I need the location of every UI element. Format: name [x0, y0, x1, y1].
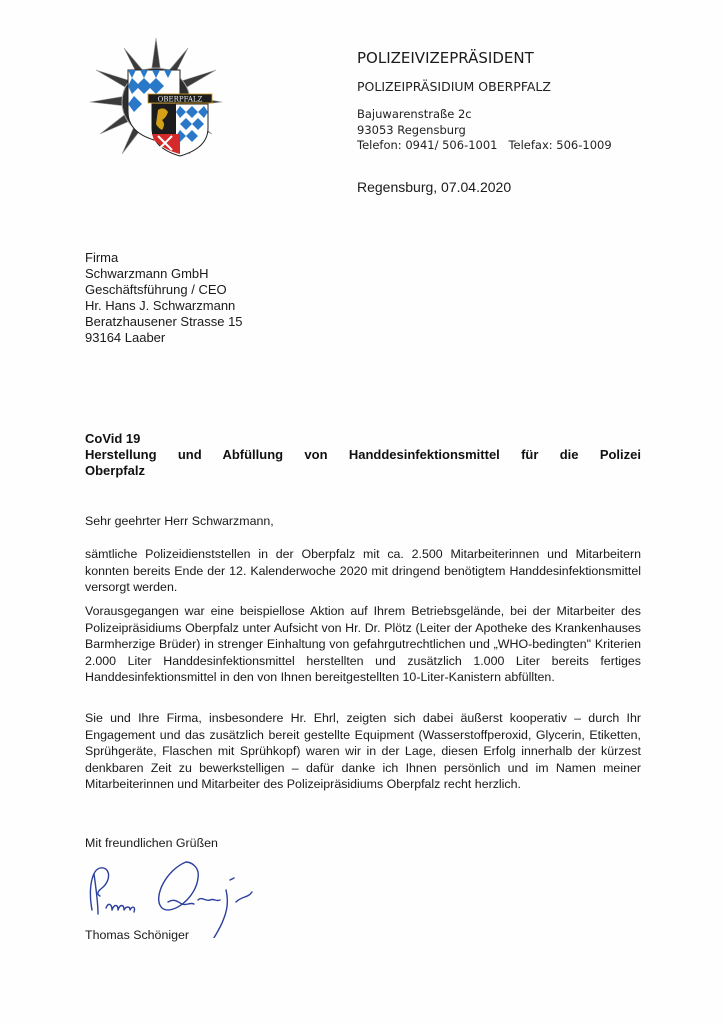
sender-street: Bajuwarenstraße 2c — [357, 107, 472, 121]
sender-city: 93053 Regensburg — [357, 122, 466, 137]
letter-date: Regensburg, 07.04.2020 — [357, 178, 512, 195]
recipient-line: Geschäftsführung / CEO — [85, 282, 227, 297]
salutation: Sehr geehrter Herr Schwarzmann, — [85, 514, 274, 528]
closing-greeting: Mit freundlichen Grüßen — [85, 836, 218, 850]
sender-phone: Telefon: 0941/ 506-1001 Telefax: 506-1009 — [357, 138, 612, 152]
recipient-line: Hr. Hans J. Schwarzmann — [85, 298, 236, 313]
recipient-line: Schwarzmann GmbH — [85, 266, 209, 281]
subject-line-3: Oberpfalz — [85, 463, 145, 478]
subject-line-1: CoVid 19 — [85, 431, 141, 446]
recipient-line: Beratzhausener Strasse 15 — [85, 314, 243, 329]
sender-address — [357, 107, 612, 154]
sender-organization: POLIZEIPRÄSIDIUM OBERPFALZ — [357, 79, 551, 94]
svg-text:OBERPFALZ: OBERPFALZ — [157, 95, 203, 104]
letterhead — [357, 48, 612, 195]
recipient-address — [85, 250, 243, 346]
body-paragraph-3: Sie und Ihre Firma, insbesondere Hr. Ehrl, zeigten sich dabei äußerst kooperativ – durch Ihr Engagement und das zusätzlich bereit gestellte Equipment (Wasserstoffperoxid, Glycerin, Etiketten, Sprühgeräte, Flaschen mit Sprühkopf) waren wir in der Lage, diesen Erfolg innerhalb der kürzest denkbaren Zeit zu bewerkstelligen – dafür danke ich Ihnen persönlich und im Namen meiner Mitarbeiterinnen und Mitarbeiter des Polizeipräsidiums Oberpfalz recht herzlich. — [85, 711, 641, 791]
recipient-line: 93164 Laaber — [85, 330, 166, 345]
handwritten-signature-icon — [86, 858, 286, 938]
body-paragraph-1: sämtliche Polizeidienststellen in der Oberpfalz mit ca. 2.500 Mitarbeiterinnen und Mitarbeitern konnten bereits Ende der 12. Kalenderwoche 2020 mit dringend benötigtem Handdesinfektionsmittel versorgt werden. — [85, 547, 641, 594]
body-paragraph-2: Vorausgegangen war eine beispiellose Aktion auf Ihrem Betriebsgelände, bei der Mitarbeiter des Polizeipräsidiums Oberpfalz unter Aufsicht von Hr. Dr. Plötz (Leiter der Apotheke des Krankenhauses Barmherzige Brüder) in strenger Einhaltung von gefahrgutrechtlichen und „WHO-bedingten" Kriterien 2.000 Liter Handdesinfektionsmittel herstellten und zusätzlich 1.000 Liter bereits fertiges Handdesinfektionsmittel in den von Ihnen bereitgestellten 10-Liter-Kanistern abfüllten. — [85, 604, 641, 684]
sender-title: POLIZEIVIZEPRÄSIDENT — [357, 49, 534, 67]
recipient-line: Firma — [85, 250, 119, 265]
signer-name: Thomas Schöniger — [85, 928, 189, 942]
subject-line-2: Herstellung und Abfüllung von Handdesinfektionsmittel für die Polizei — [85, 447, 641, 462]
police-star-badge-icon — [88, 36, 224, 160]
subject-heading — [85, 431, 641, 479]
